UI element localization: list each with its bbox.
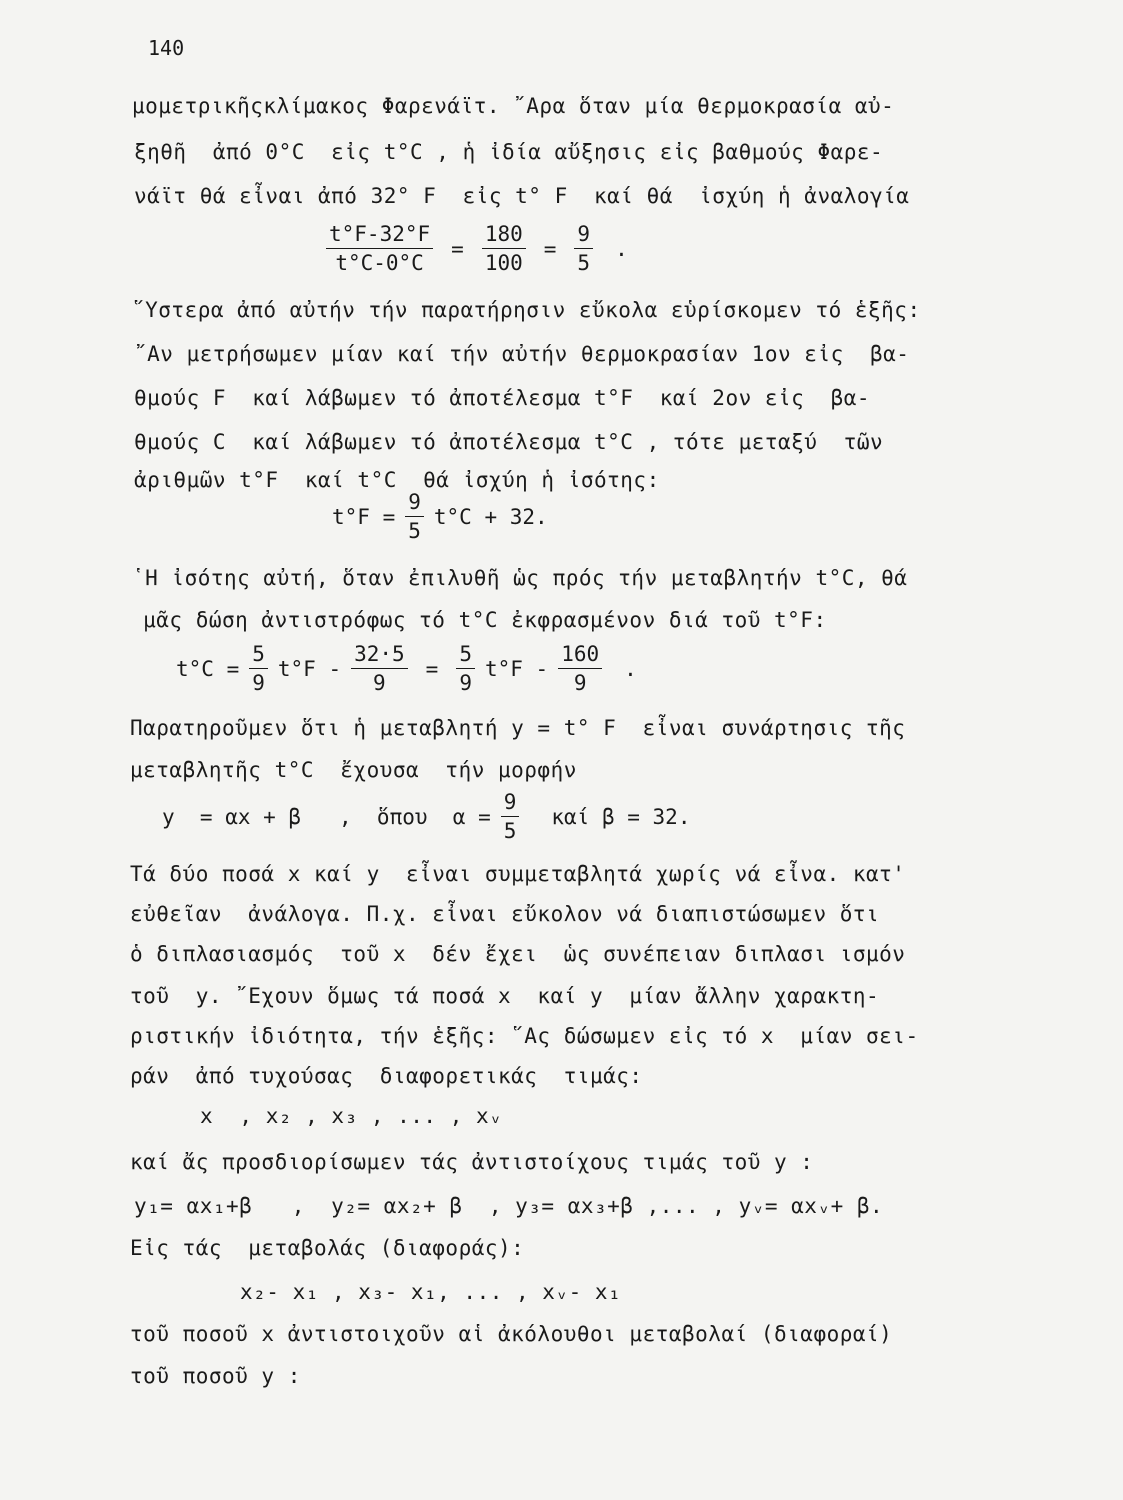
text-line: μεταβλητῆς t°C ἔχουσα τήν μορφήν [130, 758, 577, 782]
text-line: ῞Υστερα ἀπό αὐτήν τήν παρατήρησιν εὔκολα εὑρίσκομεν τό ἑξῆς: [132, 298, 921, 322]
fraction [501, 790, 520, 843]
text-line: μομετρικῆςκλίμακος Φαρενάϊτ. ῎Αρα ὅταν μία θερμοκρασία αὐ- [132, 94, 895, 118]
fraction [351, 642, 408, 695]
equals-sign: = [543, 236, 557, 261]
equals-sign: = [451, 236, 464, 261]
equation-celsius [174, 642, 637, 695]
denominator: 5 [577, 251, 591, 276]
sequence-y-values: y₁= αx₁+β , y₂= αx₂+ β , y₃= αx₃+β ,... , yᵥ= αxᵥ+ β. [134, 1194, 884, 1218]
text-line: ῎Αν μετρήσωμεν μίαν καί τήν αὐτήν θερμοκρασίαν 1ον εἰς βα- [134, 342, 910, 366]
fraction [558, 642, 602, 695]
numerator: t°F-32°F [326, 222, 433, 249]
equation-term: y = αx + β , ὅπου α = [162, 804, 491, 829]
fraction [405, 490, 424, 543]
equation-term: καί β = 32. [551, 804, 691, 829]
equation-term: t°F = [332, 504, 396, 529]
numerator: 5 [456, 642, 475, 669]
denominator: 9 [252, 671, 265, 696]
text-line: Εἰς τάς μεταβολάς (διαφοράς): [130, 1236, 525, 1260]
text-line: τοῦ ποσοῦ x ἀντιστοιχοῦν αἱ ἀκόλουθοι μεταβολαί (διαφοραί) [130, 1322, 893, 1346]
numerator: 9 [405, 490, 424, 517]
numerator: 9 [501, 790, 520, 817]
equation-fahrenheit [330, 490, 550, 543]
text-line: ράν ἀπό τυχούσας διαφορετικάς τιμάς: [130, 1064, 643, 1088]
denominator: 5 [408, 519, 421, 544]
text-line: θμούς F καί λάβωμεν τό ἀποτέλεσμα t°F καί 2ον εἰς βα- [134, 386, 871, 410]
text-line: εὐθεῖαν ἀνάλογα. Π.χ. εἶναι εὔκολον νά διαπιστώσωμεν ὅτι [130, 902, 880, 926]
equation-term: t°F - [277, 656, 342, 681]
denominator: 9 [373, 671, 386, 696]
equation-term: t°C = [176, 656, 240, 681]
numerator: 180 [482, 222, 526, 249]
equation-term: t°F - [484, 656, 549, 681]
denominator: 100 [484, 251, 523, 276]
fraction [456, 642, 475, 695]
sequence-x-values: x , x₂ , x₃ , ... , xᵥ [200, 1104, 503, 1128]
numerator: 160 [558, 642, 602, 669]
denominator: t°C-0°C [335, 251, 424, 276]
text-line: ῾Η ἰσότης αὐτή, ὅταν ἐπιλυθῆ ὡς πρός τήν μεταβλητήν t°C, θά [132, 566, 908, 590]
text-line: τοῦ y. ῎Εχουν ὅμως τά ποσά x καί y μίαν ἄλλην χαρακτη- [130, 984, 880, 1008]
equation-proportion [318, 222, 628, 275]
text-line: ριστικήν ἰδιότητα, τήν ἑξῆς: ῞Ας δώσωμεν εἰς τό x μίαν σει- [130, 1024, 919, 1048]
period: . [624, 656, 637, 681]
fraction [574, 222, 593, 275]
page-number: 140 [148, 36, 185, 60]
numerator: 5 [249, 642, 268, 669]
fraction [326, 222, 433, 275]
fraction [482, 222, 526, 275]
equation-term: t°C + 32. [433, 504, 548, 529]
text-line: νάϊτ θά εἶναι ἀπό 32° F εἰς t° F καί θά ἰσχύη ἡ ἀναλογία [134, 184, 910, 208]
text-line: μᾶς δώση ἀντιστρόφως τό t°C ἐκφρασμένον διά τοῦ t°F: [130, 608, 827, 632]
denominator: 9 [573, 671, 587, 696]
text-line: καί ἄς προσδιορίσωμεν τάς ἀντιστοίχους τιμάς τοῦ y : [130, 1150, 814, 1174]
text-line: Παρατηροῦμεν ὅτι ἡ μεταβλητή y = t° F εἶναι συνάρτησις τῆς [130, 716, 906, 740]
text-line: ἀριθμῶν t°F καί t°C θά ἰσχύη ἡ ἰσότης: [134, 468, 660, 492]
text-line: ὁ διπλασιασμός τοῦ x δέν ἔχει ὡς συνέπειαν διπλασι ισμόν [130, 942, 906, 966]
denominator: 5 [503, 819, 517, 844]
numerator: 32·5 [351, 642, 408, 669]
equals-sign: = [425, 656, 439, 681]
text-line: τοῦ ποσοῦ y : [130, 1364, 301, 1388]
fraction [249, 642, 268, 695]
numerator: 9 [574, 222, 593, 249]
text-line: ξηθῆ ἀπό 0°C εἰς t°C , ἡ ἰδία αὔξησις εἰς βαθμούς Φαρε- [134, 140, 884, 164]
denominator: 9 [459, 671, 472, 696]
text-line: θμούς C καί λάβωμεν τό ἀποτέλεσμα t°C , τότε μεταξύ τῶν [134, 430, 884, 454]
sequence-x-differences: x₂- x₁ , x₃- x₁, ... , xᵥ- x₁ [240, 1280, 622, 1304]
equation-linear-function [160, 790, 692, 843]
period: . [615, 236, 628, 261]
text-line: Τά δύο ποσά x καί y εἶναι συμμεταβλητά χωρίς νά εἶνα. κατ' [130, 862, 906, 886]
